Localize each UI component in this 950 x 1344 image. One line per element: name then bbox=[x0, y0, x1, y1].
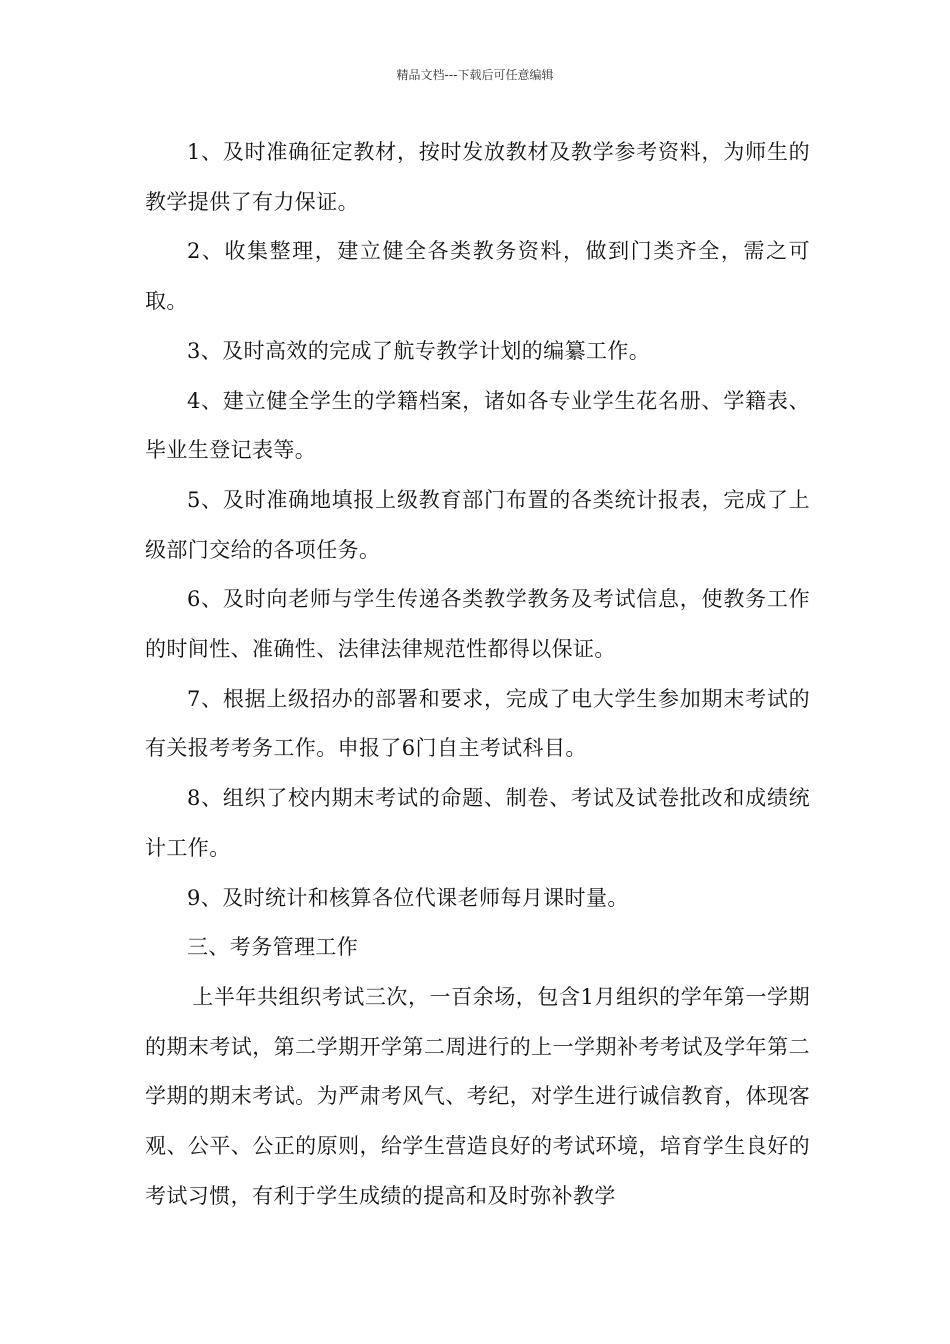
document-body bbox=[145, 128, 810, 1221]
paragraph-item-1: 1、及时准确征定教材，按时发放教材及教学参考资料，为师生的教学提供了有力保证。 bbox=[145, 140, 810, 214]
page-header: 精品文档---下载后可任意编辑 bbox=[396, 68, 554, 82]
section-body-paragraph: 上半年共组织考试三次，一百余场，包含1月组织的学年第一学期的期末考试，第二学期开学第二周进行的上一学期补考考试及学年第二学期的期末考试。为严肃考风气、考纪，对学生进行诚信教育，体现客观、公平、公正的原则，给学生营造良好的考试环境，培育学生良好的考试习惯，有利于学生成绩的提高和及时弥补教学 bbox=[145, 984, 810, 1208]
paragraph-item-8: 8、组织了校内期末考试的命题、制卷、考试及试卷批改和成绩统计工作。 bbox=[145, 786, 810, 860]
section-heading: 三、考务管理工作 bbox=[187, 935, 359, 960]
paragraph-item-7: 7、根据上级招办的部署和要求，完成了电大学生参加期末考试的有关报考考务工作。申报了6门自主考试科目。 bbox=[145, 686, 810, 761]
paragraph-item-6: 6、及时向老师与学生传递各类教学教务及考试信息，使教务工作的时间性、准确性、法律法律规范性都得以保证。 bbox=[145, 587, 810, 662]
paragraph-item-9: 9、及时统计和核算各位代课老师每月课时量。 bbox=[187, 885, 629, 910]
paragraph-item-5: 5、及时准确地填报上级教育部门布置的各类统计报表，完成了上级部门交给的各项任务。 bbox=[145, 487, 810, 562]
paragraph-item-3: 3、及时高效的完成了航专教学计划的编纂工作。 bbox=[187, 338, 651, 363]
paragraph-item-2: 2、收集整理，建立健全各类教务资料，做到门类齐全，需之可取。 bbox=[145, 239, 810, 314]
paragraph-item-4: 4、建立健全学生的学籍档案，诸如各专业学生花名册、学籍表、毕业生登记表等。 bbox=[145, 388, 810, 463]
